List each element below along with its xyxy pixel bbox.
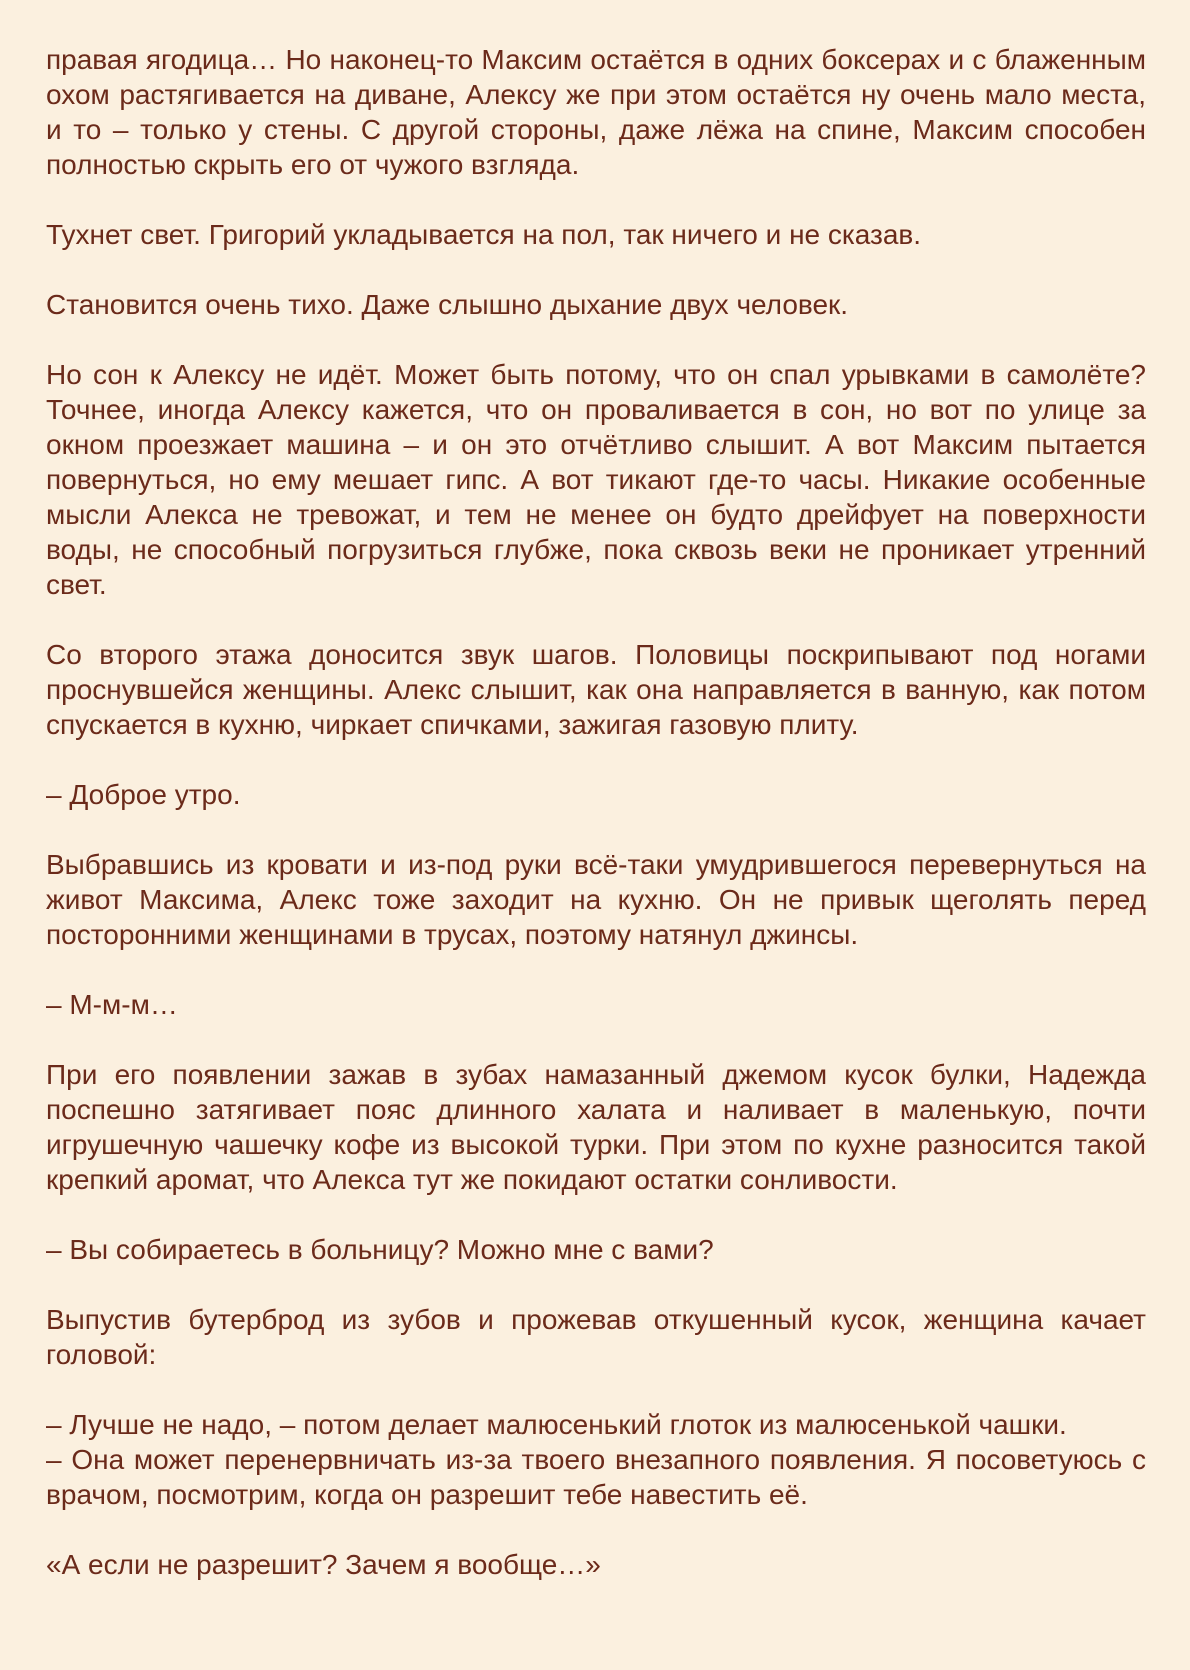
inner-thought: «А если не разрешит? Зачем я вообще…»	[46, 1549, 601, 1580]
dialogue-paragraph	[46, 1407, 1146, 1512]
paragraph: Становится очень тихо. Даже слышно дыхание двух человек.	[46, 289, 849, 320]
paragraph: Выбравшись из кровати и из-под руки всё-таки умудрившегося перевернуться на живот Максима, Алекс тоже заходит на кухню. Он не привык щеголять перед посторонними женщинами в трусах, поэтому натянул джинсы.	[46, 849, 1146, 950]
dialogue-line: – Доброе утро.	[46, 779, 241, 810]
paragraph: При его появлении зажав в зубах намазанный джемом кусок булки, Надежда поспешно затягивает пояс длинного халата и наливает в маленькую, почти игрушечную чашечку кофе из высокой турки. При этом по кухне разносится такой крепкий аромат, что Алекса тут же покидают остатки сонливости.	[46, 1059, 1146, 1195]
dialogue-line: – Вы собираетесь в больницу? Можно мне с вами?	[46, 1234, 714, 1265]
dialogue-line: – Она может перенервничать из-за твоего внезапного появления. Я посоветуюсь с врачом, посмотрим, когда он разрешит тебе навестить её.	[46, 1444, 1146, 1510]
dialogue-line: – М-м-м…	[46, 989, 178, 1020]
paragraph: Выпустив бутерброд из зубов и прожевав откушенный кусок, женщина качает головой:	[46, 1304, 1146, 1370]
paragraph: правая ягодица… Но наконец-то Максим остаётся в одних боксерах и с блаженным охом растягивается на диване, Алексу же при этом остаётся ну очень мало места, и то – только у стены. С другой стороны, даже лёжа на спине, Максим способен полностью скрыть его от чужого взгляда.	[46, 44, 1146, 180]
paragraph: Тухнет свет. Григорий укладывается на пол, так ничего и не сказав.	[46, 219, 922, 250]
paragraph: Со второго этажа доносится звук шагов. Половицы поскрипывают под ногами проснувшейся женщины. Алекс слышит, как она направляется в ванную, как потом спускается в кухню, чиркает спичками, зажигая газовую плиту.	[46, 639, 1146, 740]
dialogue-line: – Лучше не надо, – потом делает малюсенький глоток из малюсенькой чашки.	[46, 1409, 1067, 1440]
paragraph: Но сон к Алексу не идёт. Может быть потому, что он спал урывками в самолёте? Точнее, иногда Алексу кажется, что он проваливается в сон, но вот по улице за окном проезжает машина – и он это отчётливо слышит. А вот Максим пытается повернуться, но ему мешает гипс. А вот тикают где-то часы. Никакие особенные мысли Алекса не тревожат, и тем не менее он будто дрейфует на поверхности воды, не способный погрузиться глубже, пока сквозь веки не проникает утренний свет.	[46, 359, 1146, 600]
